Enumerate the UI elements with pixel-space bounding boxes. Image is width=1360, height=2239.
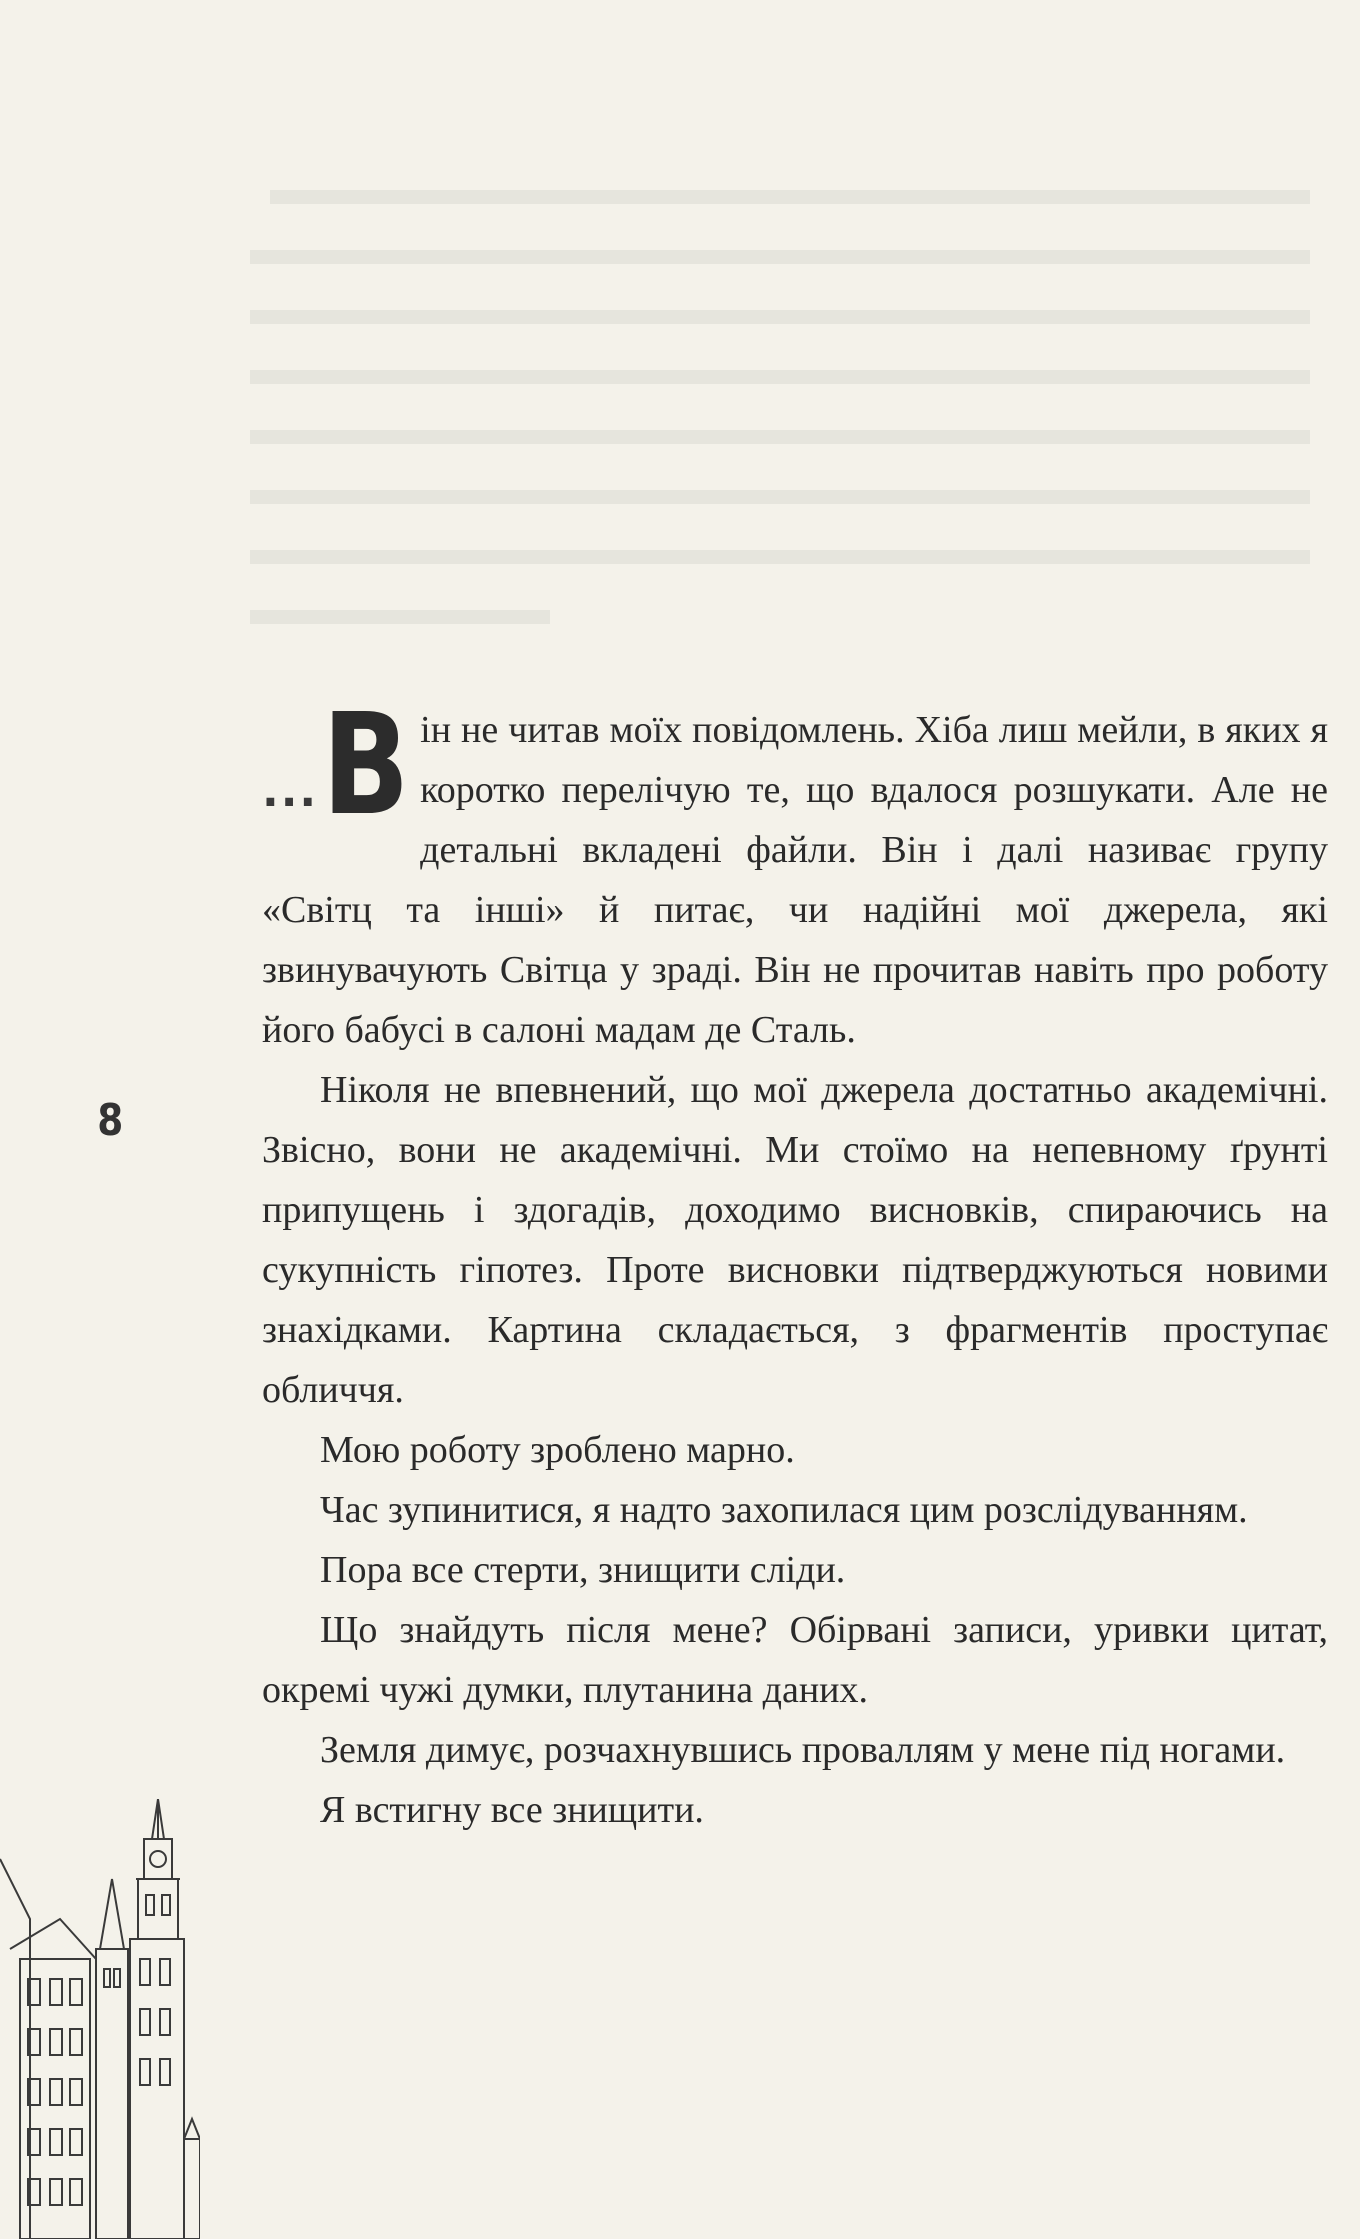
paragraph: Земля димує, розчахнувшись проваллям у мене під ногами. [320, 1729, 1286, 1771]
paragraph: Пора все стерти, знищити сліди. [320, 1549, 846, 1591]
drop-ellipsis: ... [262, 766, 319, 817]
paragraph: Час зупинитися, я надто захопилася цим розслідуванням. [320, 1489, 1248, 1531]
drop-cap: В [322, 684, 410, 847]
bleed-through-text [250, 170, 1350, 630]
paragraph: Що знайдуть після мене? Обірвані записи, уривки цитат, окремі чужі думки, плутанина даних. [262, 1609, 1328, 1711]
paragraph: Ніколя не впевнений, що мої джерела достатньо академічні. Звісно, вони не академічні. Ми стоїмо на непевному ґрунті припущень і здогадів, доходимо висновків, спираючись на сукупність гіпотез. Проте висновки підтверджуються новими знахідками. Картина складається, з фрагментів проступає обличчя. [262, 1069, 1328, 1411]
first-paragraph [262, 684, 1328, 1060]
body-text [262, 684, 1328, 1840]
building-sketch-icon [0, 1799, 200, 2239]
paragraph: Мою роботу зроблено марно. [320, 1429, 795, 1471]
drop-cap-group [262, 684, 410, 847]
first-paragraph-text: ін не читав моїх повідомлень. Хіба лиш мейли, в яких я коротко перелічую те, що вдалося розшукати. Але не детальні вкладені файли. Він і далі називає групу «Світц та інші» й питає, чи надійні мої джерела, які звинувачують Світца у зраді. Він не прочитав навіть про роботу його бабусі в салоні мадам де Сталь. [262, 709, 1328, 1051]
paragraph: Я встигну все знищити. [320, 1789, 704, 1831]
page-number: 8 [97, 1095, 123, 1146]
